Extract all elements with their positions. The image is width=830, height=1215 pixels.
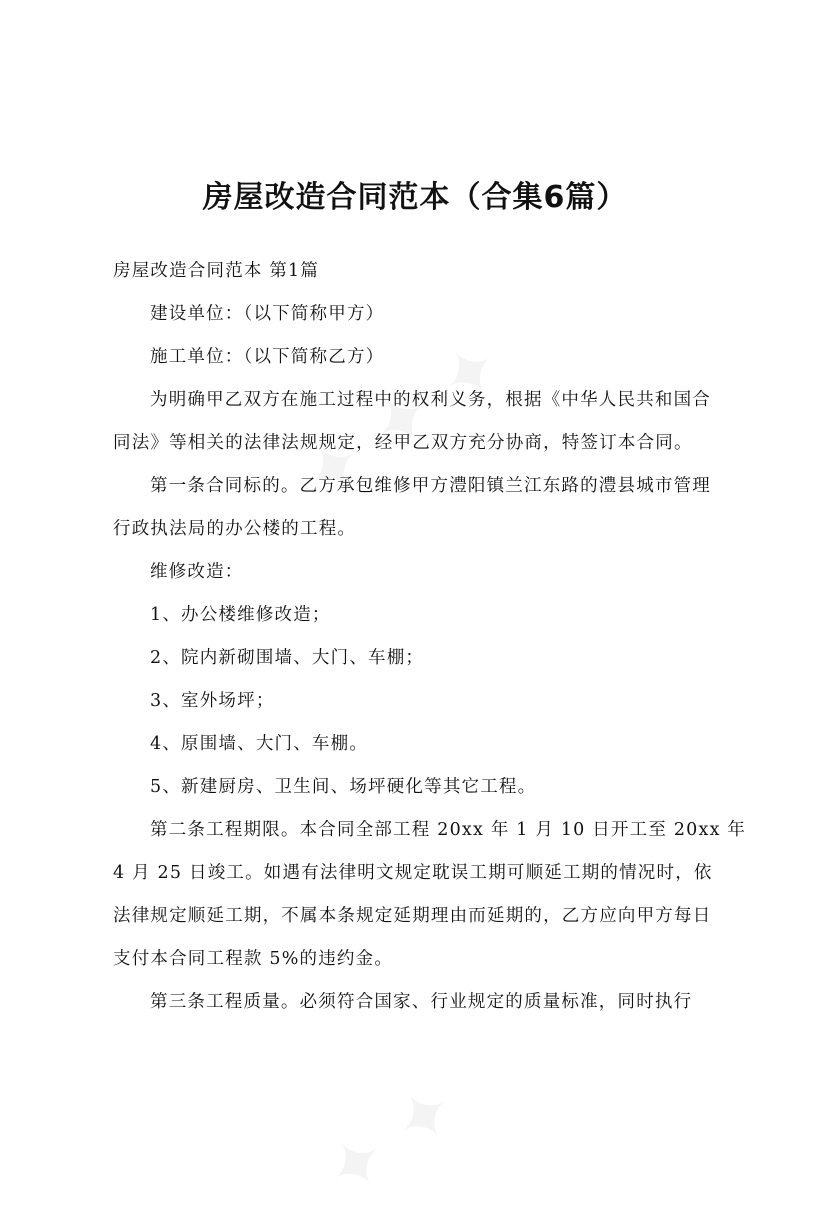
paragraph-line: 维修改造： bbox=[150, 562, 244, 582]
paragraph-line: 行政执法局的办公楼的工程。 bbox=[113, 519, 357, 539]
list-item: 1、办公楼维修改造； bbox=[150, 605, 331, 625]
paragraph-line: 同法》等相关的法律法规规定，经甲乙双方充分协商，特签订本合同。 bbox=[113, 433, 693, 453]
section-heading: 房屋改造合同范本 第1篇 bbox=[113, 261, 320, 281]
paragraph-line: 建设单位：（以下简称甲方） bbox=[150, 304, 385, 324]
paragraph-line: 第一条合同标的。乙方承包维修甲方澧阳镇兰江东路的澧县城市管理 bbox=[150, 476, 711, 496]
paragraph-line: 施工单位：（以下简称乙方） bbox=[150, 347, 385, 367]
watermark-bottom bbox=[309, 1067, 472, 1215]
document-title: 房屋改造合同范本（合集6篇） bbox=[202, 180, 628, 215]
paragraph-line: 4 月 25 日竣工。如遇有法律明文规定耽误工期可顺延工期的情况时，依 bbox=[113, 863, 713, 883]
list-item: 5、新建厨房、卫生间、场坪硬化等其它工程。 bbox=[150, 777, 537, 797]
paragraph-line: 支付本合同工程款 5%的违约金。 bbox=[113, 949, 394, 969]
list-item: 3、室外场坪； bbox=[150, 691, 275, 711]
paragraph-line: 第三条工程质量。必须符合国家、行业规定的质量标准，同时执行 bbox=[150, 992, 693, 1012]
list-item: 4、原围墙、大门、车棚。 bbox=[150, 734, 369, 754]
paragraph-line: 法律规定顺延工期，不属本条规定延期理由而延期的，乙方应向甲方每日 bbox=[113, 906, 712, 926]
list-item: 2、院内新砌围墙、大门、车棚； bbox=[150, 648, 425, 668]
paragraph-line: 为明确甲乙双方在施工过程中的权利义务，根据《中华人民共和国合 bbox=[150, 390, 711, 410]
paragraph-line: 第二条工程期限。本合同全部工程 20xx 年 1 月 10 日开工至 20xx 年 bbox=[150, 820, 747, 840]
